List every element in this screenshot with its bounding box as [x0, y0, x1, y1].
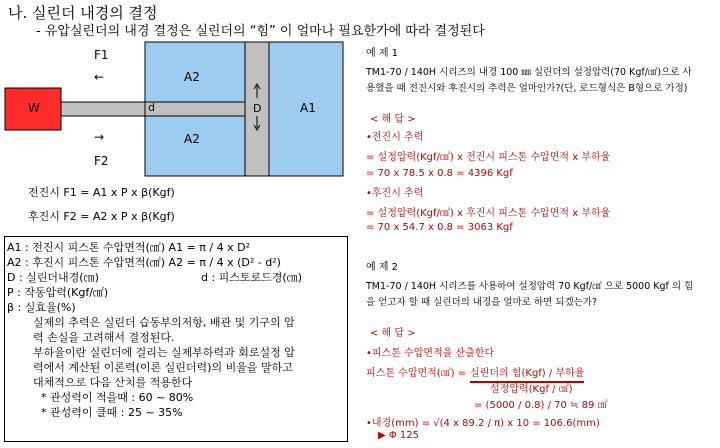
example2-step1: •피스톤 수압면적을 산출한다: [366, 348, 495, 359]
example2-area-denominator: 설정압력(Kgf / ㎠): [490, 384, 573, 395]
a2-top-label: A2: [184, 70, 200, 84]
example1-answer-label: < 해 답 >: [370, 114, 416, 125]
example1-advance-calc: = 70 x 78.5 x 0.8 = 4396 Kgf: [366, 168, 513, 179]
def-line3: 부하율이란 실린더에 걸리는 실제부하력과 회로설정 압: [33, 346, 295, 359]
arrow-right-icon: →: [94, 130, 105, 144]
arrow-left-icon: ←: [94, 70, 105, 84]
example1-retract-calc: = 70 x 54.7 x 0.8 = 3063 Kgf: [366, 222, 513, 233]
def-a2: A2 : 후진시 피스톤 수압면적(㎠) A2 = π / 4 x (D² - d²): [7, 256, 281, 269]
page-title: 나. 실린더 내경의 결정: [8, 4, 158, 22]
example1-heading: 예 제 1: [366, 48, 399, 59]
def-line5: 대체적으로 다음 산치를 적용한다: [33, 376, 193, 389]
rod-inner: [145, 102, 245, 116]
def-line1: 실제의 추력은 실린더 습동부의저항, 배관 및 기구의 압: [33, 316, 295, 329]
cylinder-svg: [0, 40, 350, 190]
a2-bottom-label: A2: [184, 132, 200, 146]
example1-advance-formula: = 설정압력(Kgf/㎠) x 전진시 피스톤 수압면적 x 부하율: [366, 152, 611, 163]
definition-box: [4, 236, 348, 442]
cylinder-diagram: [0, 40, 350, 194]
f2-label: F2: [94, 154, 109, 168]
def-bullet2: * 관성력이 클때 : 25 ~ 35%: [41, 406, 183, 419]
example2-bore-calc: •내경(mm) = √(4 x 89.2 / π) x 10 = 106.6(mm): [366, 418, 600, 429]
formula-retract: 후진시 F2 = A2 x P x β(Kgf): [28, 210, 175, 223]
example2-result: ▶ Φ 125: [378, 430, 420, 441]
bore-D-label: D: [253, 102, 262, 115]
example2-area-numerator: 실린더의 힘(Kgf) / 부하율: [470, 364, 584, 383]
def-d: d : 피스토로드경(㎝): [201, 271, 303, 284]
piston-rod: [61, 102, 145, 116]
example1-retract-head: •후진시 추력: [366, 188, 424, 199]
example2-question-1: TM1-70 / 140H 시리즈를 사용하여 설정압력 70 Kgf/㎠ 으로 5000 Kgf 의 힘: [366, 281, 694, 292]
def-p: P : 작동압력(Kgf/㎠): [7, 286, 109, 299]
a1-label: A1: [300, 101, 316, 115]
def-line4: 력에서 계산된 이론력(이론 실린더력)의 비율을 말하고: [33, 361, 293, 374]
example1-question-2: 용했을 때 전진시와 후진시의 추력은 얼마인가?(단, 로드형식은 B형으로 가정): [366, 83, 688, 94]
f1-label: F1: [94, 48, 109, 62]
example2-area-calc: = (5000 / 0.8) / 70 ≒ 89 ㎠: [474, 400, 608, 411]
def-beta: β : 실효율(%): [7, 301, 76, 314]
example2-area-left: 피스톤 수압면적(㎠) =: [366, 368, 467, 379]
def-line2: 력 손실을 고려해서 결정된다.: [33, 331, 175, 344]
example1-advance-head: •전진시 추력: [366, 132, 424, 143]
page-subtitle: - 유압실린더의 내경 결정은 실린더의 “힘” 이 얼마나 필요한가에 따라 결정된다: [36, 24, 485, 39]
example2-question-2: 을 얻고자 할 때 실린더의 내경을 얼마로 하면 되겠는가?: [366, 297, 598, 308]
def-D: D : 실린더내경(㎝): [7, 271, 99, 284]
example1-question-1: TM1-70 / 140H 시리즈의 내경 100 ㎜ 실린더의 설정압력(70 Kgf/㎠)으로 사: [366, 67, 692, 78]
def-a1: A1 : 전진시 피스톤 수압면적(㎠) A1 = π / 4 x D²: [7, 241, 250, 254]
formula-advance: 전진시 F1 = A1 x P x β(Kgf): [28, 186, 175, 199]
example1-retract-formula: = 설정압력(Kgf/㎠) x 후진시 피스톤 수압면적 x 부하율: [366, 208, 611, 219]
d-label: d: [148, 101, 155, 114]
def-bullet1: * 관성력이 적을때 : 60 ~ 80%: [41, 391, 194, 404]
example2-heading: 예 제 2: [366, 262, 399, 273]
example2-answer-label: < 해 답 >: [370, 328, 416, 339]
w-label: W: [28, 101, 40, 115]
